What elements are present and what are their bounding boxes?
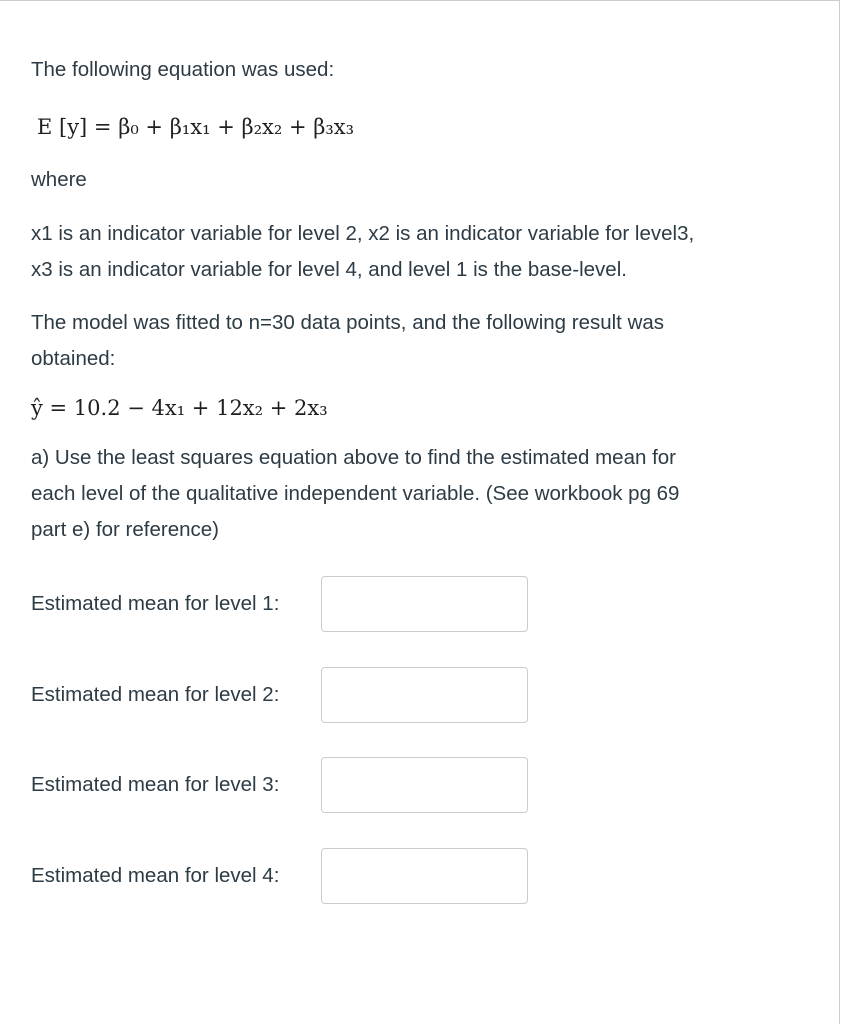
question-content	[31, 52, 811, 548]
definitions-line-2: x3 is an indicator variable for level 4, and level 1 is the base-level.	[31, 258, 627, 281]
answer-input-level-2[interactable]	[321, 667, 528, 723]
definitions-line-1: x1 is an indicator variable for level 2, x2 is an indicator variable for level3,	[31, 222, 695, 245]
answer-label-level-4: Estimated mean for level 4:	[31, 864, 280, 887]
model-equation: E [y] = β₀ + β₁x₁ + β₂x₂ + β₃x₃	[37, 115, 355, 139]
answer-label-level-1: Estimated mean for level 1:	[31, 592, 280, 615]
fit-line-2: obtained:	[31, 347, 116, 370]
where-text: where	[31, 168, 87, 191]
answer-label-level-2: Estimated mean for level 2:	[31, 683, 280, 706]
answer-row-level-4	[31, 848, 531, 904]
answer-input-level-1[interactable]	[321, 576, 528, 632]
intro-text: The following equation was used:	[31, 58, 335, 81]
answer-input-level-3[interactable]	[321, 757, 528, 813]
question-line-3: part e) for reference)	[31, 518, 219, 541]
question-line-2: each level of the qualitative independent variable. (See workbook pg 69	[31, 482, 680, 505]
answer-row-level-3	[31, 757, 531, 813]
fitted-equation: ŷ = 10.2 − 4x₁ + 12x₂ + 2x₃	[31, 396, 328, 420]
fit-line-1: The model was fitted to n=30 data points, and the following result was	[31, 311, 665, 334]
answer-row-level-2	[31, 667, 531, 723]
answer-row-level-1	[31, 576, 531, 632]
question-line-1: a) Use the least squares equation above to find the estimated mean for	[31, 446, 676, 469]
answer-input-level-4[interactable]	[321, 848, 528, 904]
answer-label-level-3: Estimated mean for level 3:	[31, 773, 280, 796]
